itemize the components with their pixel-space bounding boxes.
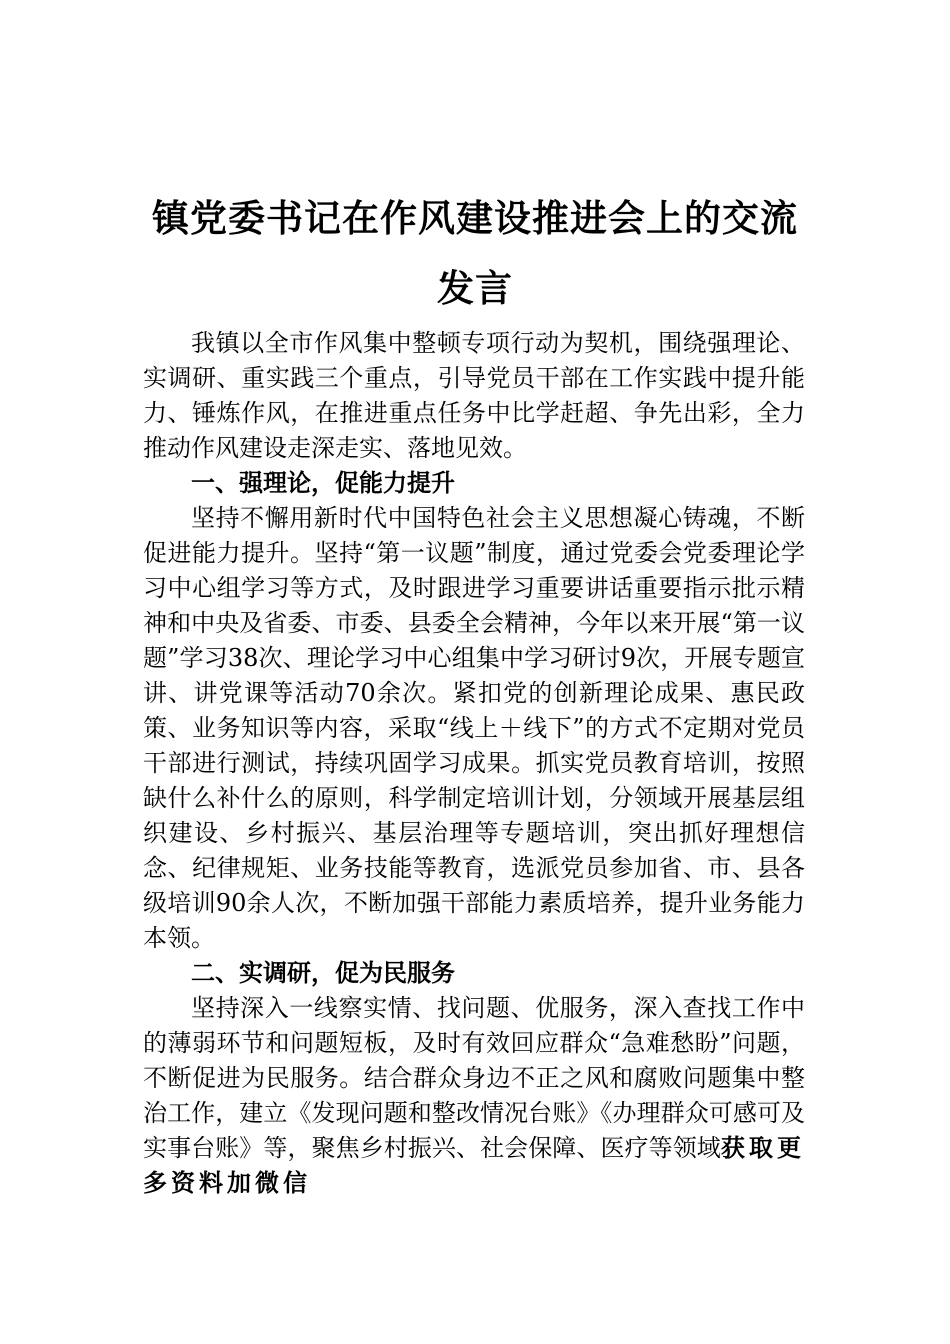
section-heading-1: 一、强理论，促能力提升 — [191, 469, 455, 497]
document-title: 镇党委书记在作风建设推进会上的交流发言 — [152, 195, 798, 310]
section-heading-2: 二、实调研，促为民服务 — [191, 959, 455, 987]
intro-paragraph: 我镇以全市作风集中整顿专项行动为契机，围绕强理论、实调研、重实践三个重点，引导党员干部在工作实践中提升能力、锤炼作风，在推进重点任务中比学赶超、争先出彩，全力推动作风建设走深走实、落地见效。 — [143, 329, 805, 462]
promo-text: 获取更多资料加微信 — [143, 1134, 806, 1197]
document-body — [143, 326, 805, 1201]
section-paragraph-1: 坚持不懈用新时代中国特色社会主义思想凝心铸魂，不断促进能力提升。坚持“第一议题”制度，通过党委会党委理论学习中心组学习等方式，及时跟进学习重要讲话重要指示批示精神和中央及省委、市委、县委全会精神，今年以来开展“第一议题”学习38次、理论学习中心组集中学习研讨9次，开展专题宣讲、讲党课等活动70余次。紧扣党的创新理论成果、惠民政策、业务知识等内容，采取“线上＋线下”的方式不定期对党员干部进行测试，持续巩固学习成果。抓实党员教育培训，按照缺什么补什么的原则，科学制定培训计划，分领域开展基层组织建设、乡村振兴、基层治理等专题培训，突出抓好理想信念、纪律规矩、业务技能等教育，选派党员参加省、市、县各级培训90余人次，不断加强干部能力素质培养，提升业务能力本领。 — [143, 504, 805, 952]
section-paragraph-2-text: 坚持深入一线察实情、找问题、优服务，深入查找工作中的薄弱环节和问题短板，及时有效回应群众“急难愁盼”问题，不断促进为民服务。结合群众身边不正之风和腐败问题集中整治工作，建立《发现问题和整改情况台账》《办理群众可感可及实事台账》等，聚焦乡村振兴、社会保障、医疗等领域 — [143, 994, 805, 1162]
section-paragraph-2 — [143, 991, 805, 1201]
